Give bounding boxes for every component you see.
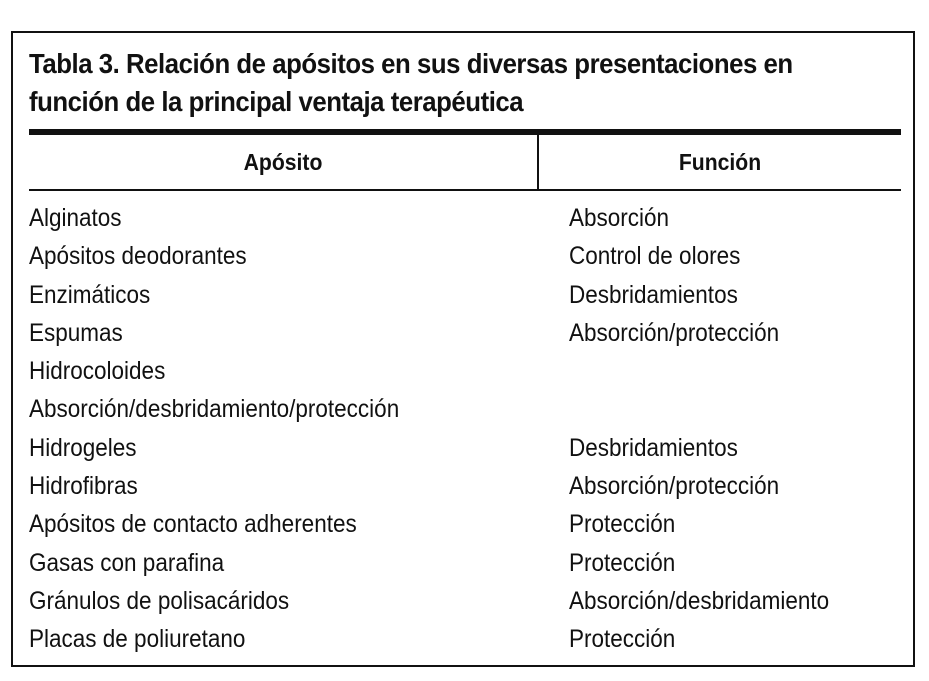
cell-aposito: Enzimáticos bbox=[29, 280, 151, 309]
table-title-line-2: función de la principal ventaja terapéutica bbox=[29, 86, 524, 117]
table-title bbox=[29, 45, 829, 121]
table-row bbox=[29, 314, 901, 352]
table-body bbox=[29, 199, 901, 659]
cell-funcion: Absorción/protección bbox=[569, 472, 780, 501]
column-header-aposito: Apósito bbox=[243, 149, 323, 175]
table-row bbox=[29, 199, 901, 237]
cell-aposito: Placas de poliuretano bbox=[29, 625, 246, 654]
cell-aposito: Absorción/desbridamiento/protección bbox=[29, 395, 400, 424]
column-header-funcion: Función bbox=[678, 149, 762, 175]
cell-aposito: Hidrocoloides bbox=[29, 357, 166, 386]
table-row bbox=[29, 582, 901, 620]
table-title-line-1: Tabla 3. Relación de apósitos en sus diversas presentaciones en bbox=[29, 48, 793, 79]
table-row bbox=[29, 544, 901, 582]
cell-funcion: Desbridamientos bbox=[569, 280, 738, 309]
table-row bbox=[29, 620, 901, 658]
cell-aposito: Gasas con parafina bbox=[29, 548, 225, 577]
header-column-divider bbox=[537, 135, 539, 189]
cell-funcion: Desbridamientos bbox=[569, 433, 738, 462]
cell-funcion: Protección bbox=[569, 625, 676, 654]
cell-funcion: Protección bbox=[569, 548, 676, 577]
table-row bbox=[29, 467, 901, 505]
cell-funcion: Absorción/protección bbox=[569, 318, 780, 347]
table-row bbox=[29, 505, 901, 543]
table-row bbox=[29, 237, 901, 275]
header-bottom-rule bbox=[29, 189, 901, 191]
cell-aposito: Espumas bbox=[29, 318, 123, 347]
cell-aposito: Gránulos de polisacáridos bbox=[29, 586, 290, 615]
cell-aposito: Alginatos bbox=[29, 204, 122, 232]
cell-aposito: Apósitos de contacto adherentes bbox=[29, 510, 357, 539]
table-row bbox=[29, 352, 901, 390]
table-row bbox=[29, 429, 901, 467]
cell-aposito: Hidrogeles bbox=[29, 433, 137, 462]
cell-aposito: Hidrofibras bbox=[29, 472, 138, 501]
table-row bbox=[29, 390, 901, 428]
table-frame bbox=[11, 31, 915, 667]
cell-funcion: Absorción/desbridamiento bbox=[569, 586, 830, 615]
cell-aposito: Apósitos deodorantes bbox=[29, 242, 247, 271]
cell-funcion: Absorción bbox=[569, 204, 670, 232]
table-row bbox=[29, 276, 901, 314]
cell-funcion: Control de olores bbox=[569, 242, 741, 271]
cell-funcion: Protección bbox=[569, 510, 676, 539]
table-header-row bbox=[29, 135, 901, 189]
